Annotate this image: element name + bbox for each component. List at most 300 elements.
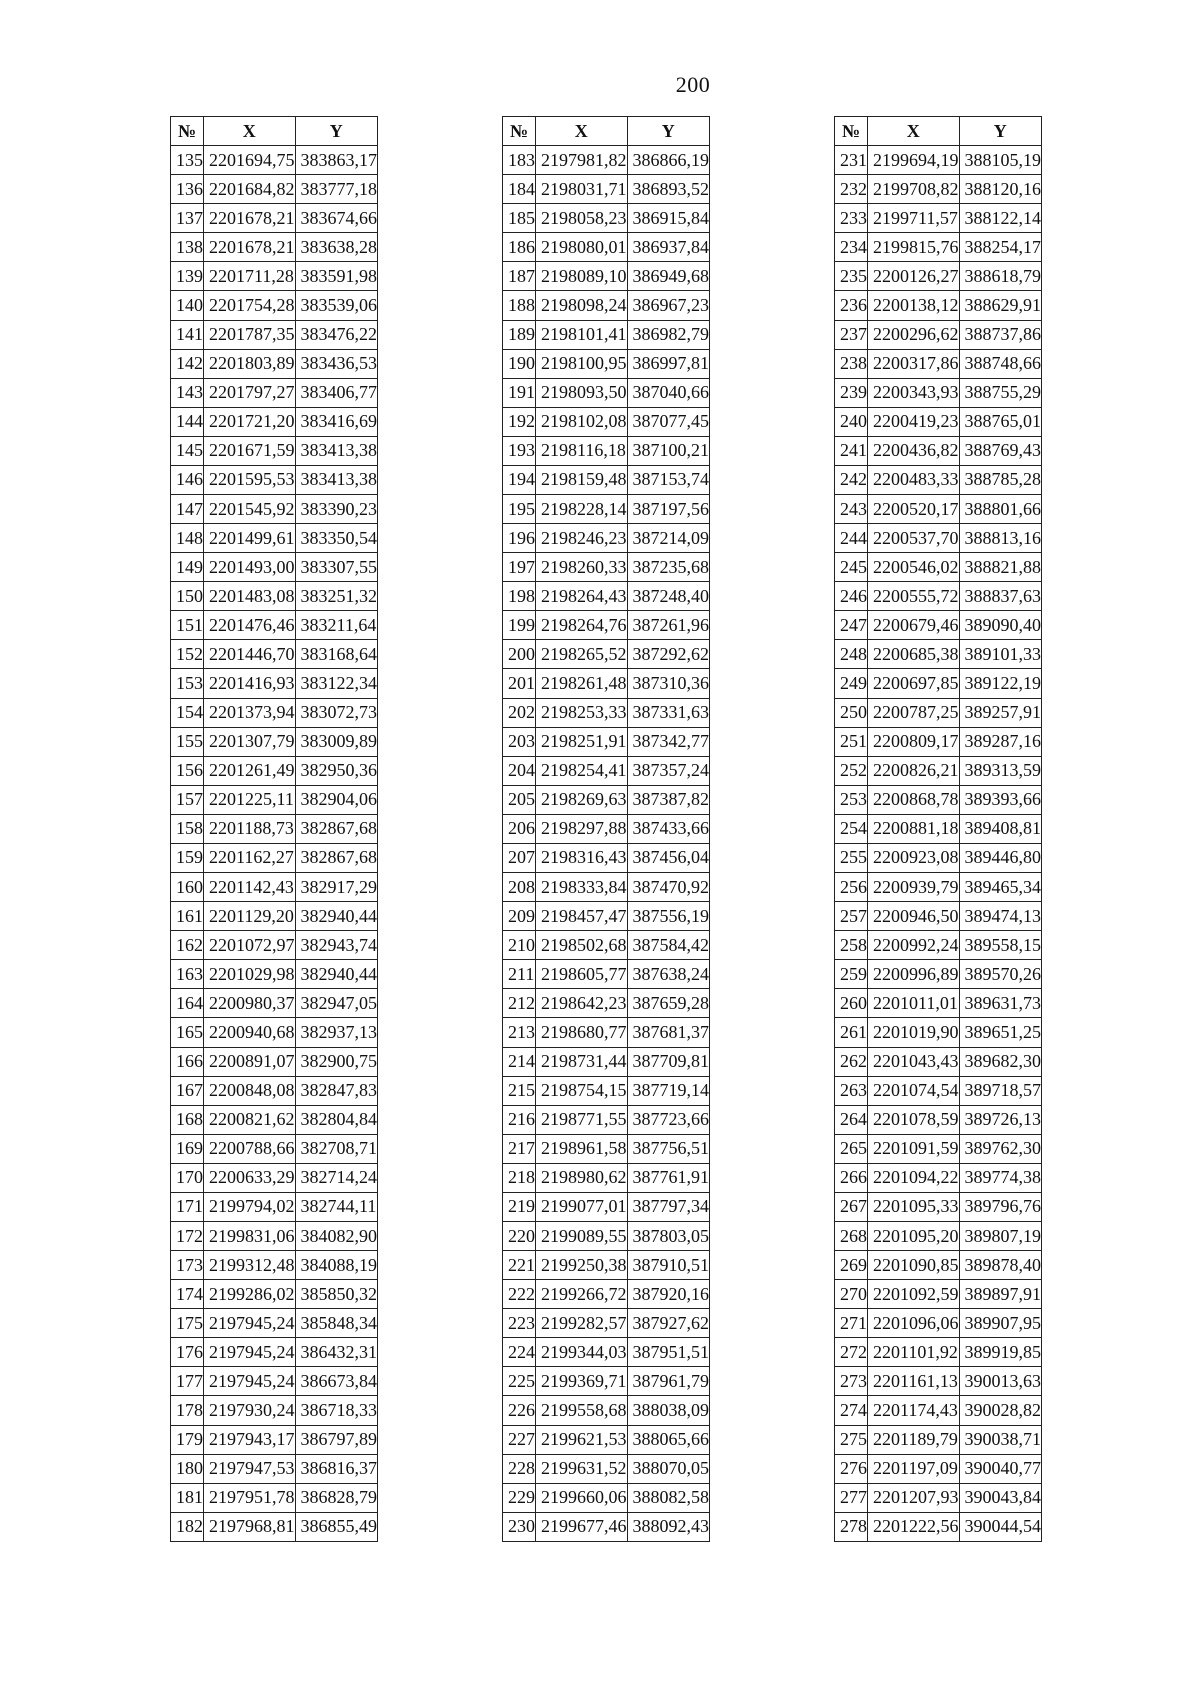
y-coordinate-cell: 389090,40 (959, 611, 1042, 640)
table-row (503, 582, 710, 611)
y-coordinate-cell: 388837,63 (959, 582, 1042, 611)
point-number-cell: 253 (835, 785, 868, 814)
x-coordinate-cell: 2199711,57 (868, 204, 960, 233)
x-coordinate-cell: 2198264,76 (536, 611, 628, 640)
x-coordinate-cell: 2198058,23 (536, 204, 628, 233)
y-coordinate-cell: 390028,82 (959, 1396, 1042, 1425)
point-number-cell: 215 (503, 1076, 536, 1105)
y-coordinate-cell: 389726,13 (959, 1105, 1042, 1134)
x-coordinate-cell: 2201174,43 (868, 1396, 960, 1425)
y-coordinate-cell: 387342,77 (627, 727, 710, 756)
point-number-cell: 273 (835, 1367, 868, 1396)
table-row (171, 1163, 378, 1192)
table-row (835, 1483, 1042, 1512)
x-coordinate-cell: 2199344,03 (536, 1338, 628, 1367)
x-coordinate-cell: 2200633,29 (204, 1163, 296, 1192)
x-coordinate-cell: 2200296,62 (868, 320, 960, 349)
y-coordinate-cell: 383638,28 (295, 233, 378, 262)
point-number-cell: 142 (171, 349, 204, 378)
y-coordinate-cell: 383863,17 (295, 146, 378, 175)
point-number-cell: 185 (503, 204, 536, 233)
point-number-cell: 275 (835, 1425, 868, 1454)
y-coordinate-cell: 382900,75 (295, 1047, 378, 1076)
point-number-cell: 265 (835, 1134, 868, 1163)
point-number-cell: 278 (835, 1512, 868, 1541)
point-number-cell: 163 (171, 960, 204, 989)
y-coordinate-cell: 387077,45 (627, 407, 710, 436)
y-coordinate-cell: 387456,04 (627, 843, 710, 872)
x-coordinate-cell: 2201078,59 (868, 1105, 960, 1134)
table-row (171, 931, 378, 960)
table-row (835, 1076, 1042, 1105)
x-coordinate-cell: 2201197,09 (868, 1454, 960, 1483)
x-coordinate-cell: 2201090,85 (868, 1251, 960, 1280)
x-coordinate-cell: 2198297,88 (536, 814, 628, 843)
point-number-cell: 248 (835, 640, 868, 669)
point-number-cell: 157 (171, 785, 204, 814)
y-coordinate-cell: 386893,52 (627, 175, 710, 204)
table-row (171, 524, 378, 553)
y-coordinate-cell: 390040,77 (959, 1454, 1042, 1483)
x-coordinate-cell: 2198101,41 (536, 320, 628, 349)
table-row (503, 931, 710, 960)
y-coordinate-cell: 387310,36 (627, 669, 710, 698)
point-number-cell: 141 (171, 320, 204, 349)
point-number-cell: 257 (835, 902, 868, 931)
y-coordinate-cell: 390038,71 (959, 1425, 1042, 1454)
point-number-cell: 232 (835, 175, 868, 204)
x-coordinate-cell: 2200787,25 (868, 698, 960, 727)
x-coordinate-cell: 2201225,11 (204, 785, 296, 814)
x-coordinate-cell: 2200483,33 (868, 465, 960, 494)
y-coordinate-cell: 388120,16 (959, 175, 1042, 204)
table-row (171, 582, 378, 611)
y-coordinate-cell: 387214,09 (627, 524, 710, 553)
x-coordinate-cell: 2201595,53 (204, 465, 296, 494)
x-coordinate-cell: 2200891,07 (204, 1047, 296, 1076)
x-coordinate-cell: 2200788,66 (204, 1134, 296, 1163)
point-number-cell: 187 (503, 262, 536, 291)
table-row (835, 931, 1042, 960)
y-coordinate-cell: 382950,36 (295, 756, 378, 785)
table-row (835, 465, 1042, 494)
point-number-cell: 146 (171, 465, 204, 494)
x-coordinate-cell: 2200996,89 (868, 960, 960, 989)
y-coordinate-cell: 387470,92 (627, 873, 710, 902)
table-row (503, 495, 710, 524)
table-row (835, 524, 1042, 553)
table-row (835, 873, 1042, 902)
table-row (503, 175, 710, 204)
point-number-cell: 264 (835, 1105, 868, 1134)
table-row (835, 1512, 1042, 1541)
x-coordinate-cell: 2198961,58 (536, 1134, 628, 1163)
y-coordinate-cell: 387331,63 (627, 698, 710, 727)
x-coordinate-cell: 2199282,57 (536, 1309, 628, 1338)
x-coordinate-cell: 2200868,78 (868, 785, 960, 814)
x-coordinate-cell: 2199815,76 (868, 233, 960, 262)
table-row (171, 1192, 378, 1221)
point-number-cell: 261 (835, 1018, 868, 1047)
point-number-cell: 258 (835, 931, 868, 960)
point-number-cell: 140 (171, 291, 204, 320)
point-number-cell: 247 (835, 611, 868, 640)
y-coordinate-cell: 388769,43 (959, 436, 1042, 465)
y-coordinate-cell: 382947,05 (295, 989, 378, 1018)
point-number-cell: 175 (171, 1309, 204, 1338)
x-coordinate-cell: 2197945,24 (204, 1338, 296, 1367)
table-row (835, 1425, 1042, 1454)
x-coordinate-cell: 2200138,12 (868, 291, 960, 320)
x-coordinate-cell: 2198159,48 (536, 465, 628, 494)
y-coordinate-cell: 386855,49 (295, 1512, 378, 1541)
y-coordinate-cell: 387433,66 (627, 814, 710, 843)
y-coordinate-cell: 383416,69 (295, 407, 378, 436)
x-coordinate-cell: 2200555,72 (868, 582, 960, 611)
x-coordinate-cell: 2201721,20 (204, 407, 296, 436)
point-number-cell: 219 (503, 1192, 536, 1221)
table-row (171, 1454, 378, 1483)
y-coordinate-cell: 386828,79 (295, 1483, 378, 1512)
x-coordinate-cell: 2201162,27 (204, 843, 296, 872)
point-number-cell: 195 (503, 495, 536, 524)
point-number-cell: 224 (503, 1338, 536, 1367)
y-coordinate-cell: 387961,79 (627, 1367, 710, 1396)
table-row (171, 1105, 378, 1134)
table-header-row (171, 117, 378, 146)
y-coordinate-cell: 387100,21 (627, 436, 710, 465)
x-coordinate-cell: 2198228,14 (536, 495, 628, 524)
x-coordinate-cell: 2200419,23 (868, 407, 960, 436)
point-number-cell: 154 (171, 698, 204, 727)
x-coordinate-cell: 2198771,55 (536, 1105, 628, 1134)
table-row (503, 1134, 710, 1163)
x-coordinate-cell: 2199266,72 (536, 1280, 628, 1309)
y-coordinate-cell: 387040,66 (627, 378, 710, 407)
point-number-cell: 180 (171, 1454, 204, 1483)
y-coordinate-cell: 388122,14 (959, 204, 1042, 233)
table-row (503, 1280, 710, 1309)
table-row (835, 902, 1042, 931)
table-row (503, 814, 710, 843)
point-number-cell: 189 (503, 320, 536, 349)
coordinate-table-3 (834, 116, 1042, 1542)
point-number-cell: 207 (503, 843, 536, 872)
table-row (835, 204, 1042, 233)
table-row (835, 843, 1042, 872)
x-coordinate-cell: 2201797,27 (204, 378, 296, 407)
y-coordinate-cell: 389718,57 (959, 1076, 1042, 1105)
y-coordinate-cell: 390043,84 (959, 1483, 1042, 1512)
point-number-cell: 220 (503, 1221, 536, 1250)
table-row (835, 1018, 1042, 1047)
x-coordinate-cell: 2198642,23 (536, 989, 628, 1018)
x-coordinate-cell: 2198731,44 (536, 1047, 628, 1076)
table-row (835, 1105, 1042, 1134)
x-coordinate-cell: 2198316,43 (536, 843, 628, 872)
table-row (835, 611, 1042, 640)
y-coordinate-cell: 388801,66 (959, 495, 1042, 524)
point-number-cell: 246 (835, 582, 868, 611)
point-number-cell: 268 (835, 1221, 868, 1250)
table-row (835, 349, 1042, 378)
y-coordinate-cell: 387951,51 (627, 1338, 710, 1367)
y-coordinate-cell: 382943,74 (295, 931, 378, 960)
table-row (503, 960, 710, 989)
column-header-y: Y (627, 117, 710, 146)
point-number-cell: 218 (503, 1163, 536, 1192)
point-number-cell: 271 (835, 1309, 868, 1338)
y-coordinate-cell: 387910,51 (627, 1251, 710, 1280)
x-coordinate-cell: 2200848,08 (204, 1076, 296, 1105)
x-coordinate-cell: 2201019,90 (868, 1018, 960, 1047)
x-coordinate-cell: 2201094,22 (868, 1163, 960, 1192)
y-coordinate-cell: 383413,38 (295, 465, 378, 494)
point-number-cell: 169 (171, 1134, 204, 1163)
point-number-cell: 223 (503, 1309, 536, 1338)
x-coordinate-cell: 2201072,97 (204, 931, 296, 960)
y-coordinate-cell: 387803,05 (627, 1221, 710, 1250)
table-row (171, 640, 378, 669)
point-number-cell: 173 (171, 1251, 204, 1280)
table-row (835, 1338, 1042, 1367)
x-coordinate-cell: 2201091,59 (868, 1134, 960, 1163)
point-number-cell: 274 (835, 1396, 868, 1425)
column-header-x: X (204, 117, 296, 146)
table-row (503, 698, 710, 727)
x-coordinate-cell: 2201129,20 (204, 902, 296, 931)
x-coordinate-cell: 2198260,33 (536, 553, 628, 582)
point-number-cell: 226 (503, 1396, 536, 1425)
point-number-cell: 272 (835, 1338, 868, 1367)
table-row (503, 756, 710, 785)
y-coordinate-cell: 386432,31 (295, 1338, 378, 1367)
point-number-cell: 177 (171, 1367, 204, 1396)
table-row (835, 1280, 1042, 1309)
x-coordinate-cell: 2200992,24 (868, 931, 960, 960)
point-number-cell: 241 (835, 436, 868, 465)
table-row (835, 262, 1042, 291)
column-header-x: X (536, 117, 628, 146)
point-number-cell: 200 (503, 640, 536, 669)
y-coordinate-cell: 389774,38 (959, 1163, 1042, 1192)
y-coordinate-cell: 388618,79 (959, 262, 1042, 291)
table-row (835, 640, 1042, 669)
point-number-cell: 216 (503, 1105, 536, 1134)
x-coordinate-cell: 2201416,93 (204, 669, 296, 698)
y-coordinate-cell: 389796,76 (959, 1192, 1042, 1221)
x-coordinate-cell: 2201754,28 (204, 291, 296, 320)
y-coordinate-cell: 382917,29 (295, 873, 378, 902)
table-row (835, 291, 1042, 320)
table-row (503, 1338, 710, 1367)
table-row (171, 495, 378, 524)
y-coordinate-cell: 382904,06 (295, 785, 378, 814)
x-coordinate-cell: 2198254,41 (536, 756, 628, 785)
table-row (171, 262, 378, 291)
y-coordinate-cell: 387681,37 (627, 1018, 710, 1047)
point-number-cell: 136 (171, 175, 204, 204)
x-coordinate-cell: 2199369,71 (536, 1367, 628, 1396)
table-row (171, 553, 378, 582)
y-coordinate-cell: 387556,19 (627, 902, 710, 931)
table-row (503, 291, 710, 320)
table-row (171, 1309, 378, 1338)
table-row (171, 1483, 378, 1512)
y-coordinate-cell: 389897,91 (959, 1280, 1042, 1309)
x-coordinate-cell: 2201787,35 (204, 320, 296, 349)
x-coordinate-cell: 2201678,21 (204, 204, 296, 233)
x-coordinate-cell: 2201373,94 (204, 698, 296, 727)
table-row (503, 378, 710, 407)
point-number-cell: 243 (835, 495, 868, 524)
point-number-cell: 222 (503, 1280, 536, 1309)
point-number-cell: 162 (171, 931, 204, 960)
y-coordinate-cell: 383476,22 (295, 320, 378, 349)
x-coordinate-cell: 2197945,24 (204, 1309, 296, 1338)
table-row (503, 843, 710, 872)
table-row (171, 902, 378, 931)
y-coordinate-cell: 387357,24 (627, 756, 710, 785)
x-coordinate-cell: 2201207,93 (868, 1483, 960, 1512)
y-coordinate-cell: 387261,96 (627, 611, 710, 640)
table-row (835, 553, 1042, 582)
point-number-cell: 179 (171, 1425, 204, 1454)
point-number-cell: 263 (835, 1076, 868, 1105)
table-row (835, 1396, 1042, 1425)
table-row (835, 1047, 1042, 1076)
point-number-cell: 251 (835, 727, 868, 756)
table-row (503, 785, 710, 814)
point-number-cell: 178 (171, 1396, 204, 1425)
x-coordinate-cell: 2198031,71 (536, 175, 628, 204)
table-row (503, 1076, 710, 1105)
x-coordinate-cell: 2201803,89 (204, 349, 296, 378)
point-number-cell: 182 (171, 1512, 204, 1541)
y-coordinate-cell: 388785,28 (959, 465, 1042, 494)
x-coordinate-cell: 2201711,28 (204, 262, 296, 291)
x-coordinate-cell: 2200126,27 (868, 262, 960, 291)
point-number-cell: 144 (171, 407, 204, 436)
point-number-cell: 170 (171, 1163, 204, 1192)
x-coordinate-cell: 2200520,17 (868, 495, 960, 524)
table-header-row (503, 117, 710, 146)
point-number-cell: 164 (171, 989, 204, 1018)
table-row (171, 873, 378, 902)
point-number-cell: 266 (835, 1163, 868, 1192)
point-number-cell: 194 (503, 465, 536, 494)
table-row (835, 436, 1042, 465)
y-coordinate-cell: 382867,68 (295, 843, 378, 872)
point-number-cell: 254 (835, 814, 868, 843)
point-number-cell: 192 (503, 407, 536, 436)
point-number-cell: 230 (503, 1512, 536, 1541)
point-number-cell: 160 (171, 873, 204, 902)
x-coordinate-cell: 2201446,70 (204, 640, 296, 669)
x-coordinate-cell: 2198251,91 (536, 727, 628, 756)
x-coordinate-cell: 2199631,52 (536, 1454, 628, 1483)
y-coordinate-cell: 387584,42 (627, 931, 710, 960)
point-number-cell: 137 (171, 204, 204, 233)
x-coordinate-cell: 2198246,23 (536, 524, 628, 553)
table-row (171, 407, 378, 436)
table-row (171, 1018, 378, 1047)
x-coordinate-cell: 2198264,43 (536, 582, 628, 611)
point-number-cell: 208 (503, 873, 536, 902)
table-row (171, 175, 378, 204)
x-coordinate-cell: 2201043,43 (868, 1047, 960, 1076)
table-row (503, 1396, 710, 1425)
y-coordinate-cell: 385848,34 (295, 1309, 378, 1338)
y-coordinate-cell: 388813,16 (959, 524, 1042, 553)
point-number-cell: 277 (835, 1483, 868, 1512)
y-coordinate-cell: 387197,56 (627, 495, 710, 524)
point-number-cell: 217 (503, 1134, 536, 1163)
point-number-cell: 165 (171, 1018, 204, 1047)
y-coordinate-cell: 388629,91 (959, 291, 1042, 320)
point-number-cell: 256 (835, 873, 868, 902)
y-coordinate-cell: 387719,14 (627, 1076, 710, 1105)
table-row (835, 1367, 1042, 1396)
x-coordinate-cell: 2201684,82 (204, 175, 296, 204)
coordinate-table-2 (502, 116, 710, 1542)
table-row (503, 640, 710, 669)
y-coordinate-cell: 389408,81 (959, 814, 1042, 843)
x-coordinate-cell: 2197968,81 (204, 1512, 296, 1541)
x-coordinate-cell: 2201493,00 (204, 553, 296, 582)
y-coordinate-cell: 388092,43 (627, 1512, 710, 1541)
x-coordinate-cell: 2199089,55 (536, 1221, 628, 1250)
point-number-cell: 138 (171, 233, 204, 262)
y-coordinate-cell: 386997,81 (627, 349, 710, 378)
point-number-cell: 252 (835, 756, 868, 785)
point-number-cell: 197 (503, 553, 536, 582)
x-coordinate-cell: 2200946,50 (868, 902, 960, 931)
point-number-cell: 204 (503, 756, 536, 785)
table-row (503, 1483, 710, 1512)
table-row (503, 902, 710, 931)
y-coordinate-cell: 389807,19 (959, 1221, 1042, 1250)
point-number-cell: 193 (503, 436, 536, 465)
x-coordinate-cell: 2201671,59 (204, 436, 296, 465)
point-number-cell: 269 (835, 1251, 868, 1280)
x-coordinate-cell: 2199077,01 (536, 1192, 628, 1221)
point-number-cell: 143 (171, 378, 204, 407)
x-coordinate-cell: 2199831,06 (204, 1221, 296, 1250)
x-coordinate-cell: 2199694,19 (868, 146, 960, 175)
y-coordinate-cell: 382708,71 (295, 1134, 378, 1163)
x-coordinate-cell: 2201188,73 (204, 814, 296, 843)
point-number-cell: 151 (171, 611, 204, 640)
point-number-cell: 238 (835, 349, 868, 378)
x-coordinate-cell: 2198253,33 (536, 698, 628, 727)
point-number-cell: 237 (835, 320, 868, 349)
point-number-cell: 166 (171, 1047, 204, 1076)
table-header-row (835, 117, 1042, 146)
x-coordinate-cell: 2199708,82 (868, 175, 960, 204)
table-row (503, 989, 710, 1018)
x-coordinate-cell: 2201222,56 (868, 1512, 960, 1541)
point-number-cell: 239 (835, 378, 868, 407)
point-number-cell: 202 (503, 698, 536, 727)
y-coordinate-cell: 389313,59 (959, 756, 1042, 785)
y-coordinate-cell: 389446,80 (959, 843, 1042, 872)
table-row (171, 989, 378, 1018)
x-coordinate-cell: 2200980,37 (204, 989, 296, 1018)
y-coordinate-cell: 389878,40 (959, 1251, 1042, 1280)
table-row (171, 1425, 378, 1454)
point-number-cell: 250 (835, 698, 868, 727)
